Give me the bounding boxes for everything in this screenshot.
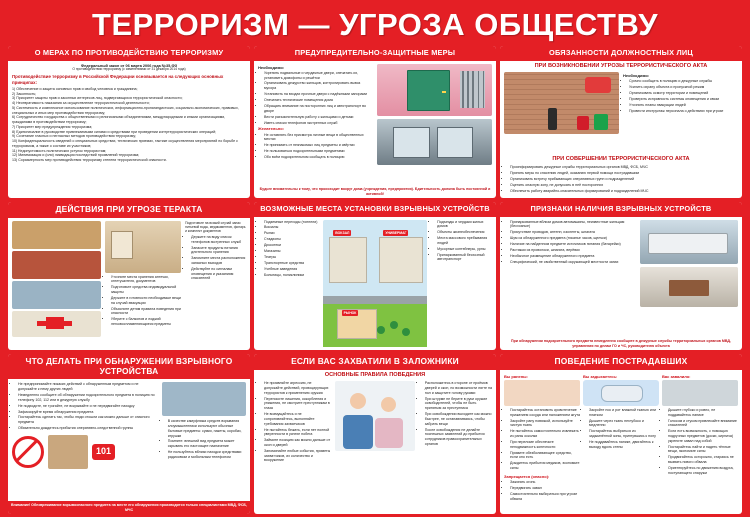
list-item: • Вести разъяснительную работу с жильцами и детьми	[264, 115, 373, 120]
list-item: • Срочно сообщить в полицию и дежурные службы	[629, 79, 738, 84]
signs-list	[504, 220, 636, 265]
list-item: • Не оставлять без присмотра личные вещи в общественных местах	[264, 133, 373, 142]
photo-suspicious-bag	[640, 267, 738, 307]
list-item: • Зажигать огонь	[510, 480, 580, 485]
card-officials	[500, 46, 742, 198]
photo-parked-car	[640, 220, 738, 264]
megaphone-icon	[585, 77, 611, 93]
found-list	[12, 382, 158, 431]
poster-grid	[4, 46, 746, 518]
photo-fire-extinguisher	[12, 251, 101, 279]
list-item: • Не предпринимайте никаких действий с обнаруженным предметом и не допускайте к нему других людей	[18, 382, 158, 391]
places-right-list	[431, 220, 492, 263]
photo-supplies	[12, 221, 101, 249]
list-item: • Держите в готовности необходимые вещи на случай эвакуации	[111, 296, 181, 305]
threat-right-list	[185, 235, 246, 281]
list-item: • После освобождения не делайте поспешных заявлений до прибытия сотрудников правоохранительных органов	[425, 428, 492, 447]
list-item: • Закройте рану повязкой, используйте чистую ткань	[510, 419, 580, 428]
card-hostage	[254, 354, 496, 514]
list-item: • Не проявляйте агрессию, не допускайте действий, провоцирующих террористов к применению оружия	[264, 381, 331, 395]
officials-illustration-col	[504, 72, 619, 150]
found-device-footer: Внимание! Обезвреживание взрывоопасного предмета на месте его обнаружения производится только специалистами МВД, ФСБ, МЧС	[8, 501, 250, 514]
principle-item: 4) Неотвратимость наказания за осуществление террористической деятельности;	[12, 101, 150, 106]
list-item: • Ориентируйтесь по движению воздуха, поступающего снаружи	[668, 466, 738, 475]
illustration-city-scene	[323, 220, 427, 347]
col2-title: Вы задыхаетесь:	[583, 373, 618, 379]
list-item: • При штурме не берите в руки оружие освободителей, чтобы не быть принятым за преступника	[425, 397, 492, 411]
card-found-device-title: ЧТО ДЕЛАТЬ ПРИ ОБНАРУЖЕНИИ ВЗРЫВНОГО УСТРОЙСТВА	[8, 354, 250, 379]
principle-item: 13) Соразмерность мер противодействия терроризму степени террористической опасности.	[12, 158, 167, 163]
building-station	[329, 237, 366, 282]
list-item: • Действуйте по сигналам оповещения и указаниям спасателей	[191, 267, 246, 281]
list-item: • Объясните детям правила поведения при опасности	[111, 307, 181, 316]
list-item: • Не возмущайтесь и не сопротивляйтесь, выполняйте требования захватчиков	[264, 412, 331, 426]
card-officials-sub2: ПРИ СОВЕРШЕНИИ ТЕРРОРИСТИЧЕСКОГО АКТА	[552, 155, 690, 162]
list-item: • Постарайтесь выбраться из задымлённой зоны, пригнувшись к полу	[589, 429, 659, 438]
act-list	[504, 165, 738, 193]
list-item: • Объекты жизнеобеспечения	[437, 230, 492, 235]
threat-right-col	[185, 221, 246, 347]
emergency-phone-badge: 101	[92, 444, 115, 460]
signs-illustration-col	[640, 220, 738, 336]
list-item: • Организовать встречу прибывающих оперативных групп и подразделений	[510, 177, 738, 182]
list-item: • Не пытайтесь бежать, если нет полной уверенности в успехе побега	[264, 428, 331, 437]
principle-item: 1) Обеспечение и защита основных прав и свобод человека и гражданина;	[12, 87, 138, 92]
list-item: • Держите на виду список телефонов экстренных служб	[191, 235, 246, 244]
list-item: • Помните: внешний вид предмета может скрывать его настоящее назначение	[168, 439, 246, 448]
need-title: Необходимо:	[258, 64, 285, 70]
card-victims-body	[500, 370, 742, 514]
principles-title: Противодействие терроризму в Российской Федерации основывается на следующих основных принципах:	[12, 74, 224, 85]
card-hostage-title: ЕСЛИ ВАС ЗАХВАТИЛИ В ЗАЛОЖНИКИ	[254, 354, 496, 370]
label-store: УНИВЕРМАГ	[385, 230, 407, 235]
person-figure	[548, 108, 557, 130]
list-item: • Дышите через ткань неглубоко и медленно	[589, 419, 659, 428]
list-item: • Запасите продукты питания длительного хранения	[191, 246, 246, 255]
list-item: • Передвигать завал	[510, 486, 580, 491]
list-item: • Если есть возможность, с помощью подручных предметов (доски, кирпича) укрепите завал над собой	[668, 429, 738, 443]
places-right-col	[431, 220, 492, 347]
card-preventive	[254, 46, 496, 198]
signs-list-col	[504, 220, 636, 336]
officials-need-col	[623, 72, 738, 150]
card-preventive-body	[254, 61, 496, 187]
list-item: • Припаркованный бесхозный автотранспорт	[437, 253, 492, 262]
principle-item: 9) Сочетание гласных и негласных методов противодействия терроризму;	[12, 134, 137, 139]
list-item: • Растяжки из проволоки, шпагата, верёвки	[510, 248, 636, 253]
list-item: • Места массового пребывания людей	[437, 236, 492, 245]
trash-bin-green	[594, 114, 608, 130]
list-item: • Запоминайте любые события, приметы захватчиков, их количество и вооружение	[264, 449, 331, 463]
list-item: • Расположитесь в стороне от проёмов дверей и окон, по возможности лягте на пол и защитите голову руками	[425, 381, 492, 395]
photo-first-aid-kit	[12, 311, 101, 337]
card-threat-actions-title: ДЕЙСТВИЯ ПРИ УГРОЗЕ ТЕРАКТА	[8, 202, 250, 218]
trapped-list	[662, 408, 738, 475]
card-officials-sub1: ПРИ ВОЗНИКНОВЕНИИ УГРОЗЫ ТЕРРОРИСТИЧЕСКОГО АКТА	[534, 62, 708, 69]
found-right-col	[162, 382, 246, 498]
trash-bin-red	[577, 116, 589, 130]
card-measures-body	[8, 61, 250, 198]
wounded-list	[504, 408, 580, 471]
threat-items-list	[105, 275, 181, 327]
list-item: • Подземные переходы (тоннели)	[264, 220, 319, 225]
list-item: • Подъезды и чердаки жилых домов	[437, 220, 492, 229]
list-item: • Зафиксируйте время обнаружения предмета	[18, 410, 158, 415]
list-item: • Провести инструктаж персонала о действиях при угрозе	[629, 109, 738, 114]
list-item: • Дышите глубоко и ровно, не поддавайтесь панике	[668, 408, 738, 417]
list-item: • Организовать осмотр территории и помещений	[629, 91, 738, 96]
places-left-col	[258, 220, 319, 347]
list-item: • Мусорные контейнеры, урны	[437, 247, 492, 252]
card-signs-title: ПРИЗНАКИ НАЛИЧИЯ ВЗРЫВНЫХ УСТРОЙСТВ	[500, 202, 742, 217]
found-illustration-row	[12, 435, 158, 469]
card-places	[254, 202, 496, 350]
photo-man-with-bag	[48, 435, 88, 469]
list-item: • Стадионы	[264, 237, 319, 242]
building-department-store	[379, 237, 423, 282]
preventive-footer: Будьте внимательны к тому, что происходит вокруг дома (учреждения, предприятия). Бдительность должна быть постоянной и активной!	[259, 187, 491, 196]
list-item: • Проинформировать дежурные службы территориальных органов МВД, ФСБ, МЧС	[510, 165, 738, 170]
list-item: • Иметь списки телефонов экстренных служб	[264, 121, 373, 126]
list-item: • Не пользоваться подозрительными предметами	[264, 149, 373, 154]
card-victims-title: ПОВЕДЕНИЕ ПОСТРАДАВШИХ	[500, 354, 742, 370]
card-measures	[8, 46, 250, 198]
hostage-left-col	[258, 381, 331, 511]
photo-courtyard	[504, 72, 619, 134]
list-item: • Дискотеки	[264, 243, 319, 248]
list-item: • Шум из обнаруженного предмета (тиканье часов, щелчки)	[510, 236, 636, 241]
threat-room-col	[105, 221, 181, 347]
threat-left-caption: Подготовьте на всякий случай запас питьевой воды, медикаментов, фонарь и комплект документов	[185, 220, 246, 233]
list-item: • Дождитесь прибытия медиков, экономьте силы	[510, 461, 580, 470]
principle-item: 5) Системность и комплексное использование политических, информационно-пропагандистских, социально-экономических, правовых, специальных и иных мер противодействия терроризму;	[12, 105, 239, 115]
places-left-list	[258, 220, 319, 278]
card-victims	[500, 354, 742, 514]
card-officials-title: ОБЯЗАННОСТИ ДОЛЖНОСТНЫХ ЛИЦ	[500, 46, 742, 61]
list-item: • Уточнить планы эвакуации людей	[629, 103, 738, 108]
places-scene-col	[323, 220, 427, 347]
principle-item: 3) Приоритет защиты прав и законных интересов лиц, подвергающихся террористической опасности;	[12, 96, 183, 101]
principle-item: 11) Недопустимость политических уступок террористам;	[12, 148, 107, 153]
photo-rubble	[662, 380, 738, 406]
law-number: Федеральный закон от 06 марта 2006 года №35-ФЗ	[80, 63, 178, 68]
victims-col-trapped	[662, 373, 738, 511]
list-item: • Обеспечить работу аварийно-спасательных формирований и подразделений МЧС	[510, 189, 738, 194]
card-hostage-subtitle: ОСНОВНЫЕ ПРАВИЛА ПОВЕДЕНИЯ	[324, 371, 426, 378]
list-item: • Переносите лишения, оскорбления и унижения, не смотрите преступникам в глаза	[264, 397, 331, 411]
list-item: • При освобождении выходите как можно быстрее, не останавливаясь, чтобы забрать вещи	[425, 412, 492, 426]
list-item: • Уточните места хранения аптечки, огнетушителя, документов	[111, 275, 181, 284]
list-item: • Немедленно сообщите об обнаружении подозрительного предмета в полицию по телефону 102, 112 или в дежурную службу	[18, 393, 158, 402]
need-list	[258, 71, 373, 125]
list-item: • Опечатать технические помещения дома	[264, 98, 373, 103]
card-measures-title: О МЕРАХ ПО ПРОТИВОДЕЙСТВИЮ ТЕРРОРИЗМУ	[8, 46, 250, 61]
list-item: • Больницы, поликлиники	[264, 273, 319, 278]
list-item: • Принять меры по спасению людей, оказанию первой помощи пострадавшим	[510, 171, 738, 176]
list-item: • Установить на входах прочные двери с надёжными запорами	[264, 92, 373, 97]
hostage-right-list	[419, 381, 492, 446]
threat-photo-col	[12, 221, 101, 347]
photo-basement-door	[377, 64, 492, 116]
poster-header	[4, 4, 746, 46]
list-item: • Усилить охрану объекта и пропускной режим	[629, 85, 738, 90]
card-found-device-body	[8, 379, 250, 501]
list-item: • Обращать внимание на посторонних лиц и автотранспорт во дворе	[264, 104, 373, 113]
important-list	[258, 133, 373, 160]
card-threat-actions-body	[8, 218, 250, 350]
card-preventive-title: ПРЕДУПРЕДИТЕЛЬНО-ЗАЩИТНЫЕ МЕРЫ	[254, 46, 496, 61]
list-item: • Специфический, не свойственный окружающей местности запах	[510, 260, 636, 265]
photo-face-mask	[583, 380, 659, 406]
signs-footer: При обнаружении подозрительного предмета немедленно сообщите в дежурные службы территориальных органов МВД, управления по делам ГО и ЧС, руководителю объекта	[511, 339, 731, 348]
list-item: • При переломе обеспечьте неподвижность конечности	[510, 440, 580, 449]
hostage-illustration-col	[335, 381, 415, 511]
list-item: • Не пытайтесь самостоятельно извлекать из раны осколки	[510, 429, 580, 438]
principle-item: 7) Приоритет мер предупреждения терроризма;	[12, 124, 93, 129]
principle-item: 6) Сотрудничество государства с общественными и религиозными объединениями, международными и иными организациями, гражданами в противодействии терроризму;	[12, 115, 226, 125]
card-hostage-body	[254, 378, 496, 514]
hostage-right-col	[419, 381, 492, 511]
list-item: • Займите позицию как можно дальше от окон и дверей	[264, 438, 331, 447]
list-item: • Не пользуйтесь вблизи находки средствами радиосвязи и мобильным телефоном	[168, 450, 246, 459]
no-entry-icon	[12, 436, 44, 468]
warn-list	[504, 480, 580, 501]
list-item: • Голосом и стуком привлекайте внимание спасателей	[668, 419, 738, 428]
list-item: • Закройте нос и рот влажной тканью или платком	[589, 408, 659, 417]
list-item: • Уберите с балконов и лоджий легковоспламеняющиеся предметы	[111, 317, 181, 326]
principle-item: 2) Законность;	[12, 91, 37, 96]
important-title: Желательно:	[258, 126, 284, 132]
list-item: • Постарайтесь сделать так, чтобы люди отошли как можно дальше от опасного предмета	[18, 415, 158, 424]
hostage-left-list	[258, 381, 331, 463]
list-item: • Проверить исправность системы оповещения и связи	[629, 97, 738, 102]
list-item: • Обо всём подозрительном сообщать в полицию	[264, 155, 373, 160]
list-item: • Не поддавайтесь панике, двигайтесь к выходу вдоль стены	[589, 440, 659, 449]
found-right-list	[162, 419, 246, 459]
officials-act-body	[500, 162, 742, 198]
list-item: • Подготовьте средства индивидуальной защиты	[111, 285, 181, 294]
col1-title: Вы ранены:	[504, 373, 528, 379]
list-item: • Постарайтесь найти и надеть тёплые вещи, экономьте силы	[668, 445, 738, 454]
list-item: • Наличие на найденном предмете источников питания (батарейки)	[510, 242, 636, 247]
list-item: • Продвигайтесь осторожно, стараясь не вызвать нового обвала	[668, 455, 738, 464]
card-officials-body	[500, 69, 742, 153]
list-item: • Припаркованные вблизи домов автомашины, неизвестные жильцам (бесхозные)	[510, 220, 636, 229]
photo-documents	[12, 281, 101, 309]
card-threat-actions	[8, 202, 250, 350]
victims-col-wounded	[504, 373, 580, 511]
list-item: • Обязательно дождитесь прибытия оперативно-следственной группы	[18, 426, 158, 431]
warn-title: Запрещается (опасно):	[504, 473, 550, 479]
list-item: • Магазины	[264, 249, 319, 254]
principle-item: 10) Конфиденциальность сведений о специальных средствах, технических приемах, тактике осуществления мероприятий по борьбе с терроризмом, а также о составе их участников;	[12, 139, 238, 148]
label-market: РЫНОК	[343, 310, 357, 315]
photo-entrance	[377, 119, 492, 165]
list-item: • Театры	[264, 255, 319, 260]
card-places-body	[254, 217, 496, 350]
principle-item: 8) Единоначалие в руководстве привлекаемыми силами и средствами при проведении контртеррористических операций;	[12, 129, 217, 134]
list-item: • Учебные заведения	[264, 267, 319, 272]
photo-room	[105, 221, 181, 273]
suffocating-list	[583, 408, 659, 449]
card-found-device	[8, 354, 250, 514]
col3-title: Вас завалило:	[662, 373, 691, 379]
list-item: • Вокзалы	[264, 225, 319, 230]
preventive-text-col	[258, 64, 373, 184]
principle-item: 12) Минимизация и (или) ликвидация последствий проявлений терроризма;	[12, 153, 140, 158]
need-title: Необходимо:	[623, 73, 650, 79]
list-item: • Укрепить подвальные и чердачные двери, опечатать их, установить домофоны и решётки	[264, 71, 373, 80]
photo-hostages	[335, 381, 415, 451]
list-item: • Рынки	[264, 231, 319, 236]
list-item: • Оцепить опасную зону, не допускать в неё посторонних	[510, 183, 738, 188]
preventive-illustration-col	[377, 64, 492, 184]
list-item: • В качестве камуфляжа средств взрывания злоумышленники используют обычные бытовые предметы: сумки, пакеты, коробки, игрушки	[168, 419, 246, 438]
law-subtitle: О противодействии терроризму (с изменениями от 31 декабря 2014 года)	[72, 67, 186, 72]
label-station: ВОКЗАЛ	[335, 230, 350, 235]
found-left-col	[12, 382, 158, 498]
list-item: • Необычное размещение обнаруженного предмета	[510, 254, 636, 259]
list-item: • Не принимать от незнакомых лиц предметы и свёртки	[264, 143, 373, 148]
victims-col-suffocating	[583, 373, 659, 511]
list-item: • Не подходите, не трогайте, не вскрывайте и не передвигайте находку	[18, 404, 158, 409]
list-item: • Постарайтесь остановить кровотечение прижатием сосуда или наложением жгута	[510, 408, 580, 417]
photo-bandaged-hand	[504, 380, 580, 406]
photo-camouflaged-objects	[162, 382, 246, 416]
list-item: • Примите обезболивающее средство, если оно есть	[510, 451, 580, 460]
card-signs	[500, 202, 742, 350]
page-title: ТЕРРОРИЗМ — УГРОЗА ОБЩЕСТВУ	[92, 7, 658, 42]
card-signs-body	[500, 217, 742, 339]
need-list	[623, 79, 738, 113]
list-item: • Транспортные средства	[264, 261, 319, 266]
card-places-title: ВОЗМОЖНЫЕ МЕСТА УСТАНОВКИ ВЗРЫВНЫХ УСТРОЙСТВ	[254, 202, 496, 217]
principles-list	[12, 87, 246, 163]
list-item: • Самостоятельно выбираться при угрозе обвала	[510, 492, 580, 501]
list-item: • Запомните места расположения запасных выходов	[191, 256, 246, 265]
list-item: • Присутствие проводов, антенн, изоленты, шпагата	[510, 230, 636, 235]
list-item: • Организовать дежурство жильцов, контролировать вывоз мусора	[264, 81, 373, 90]
